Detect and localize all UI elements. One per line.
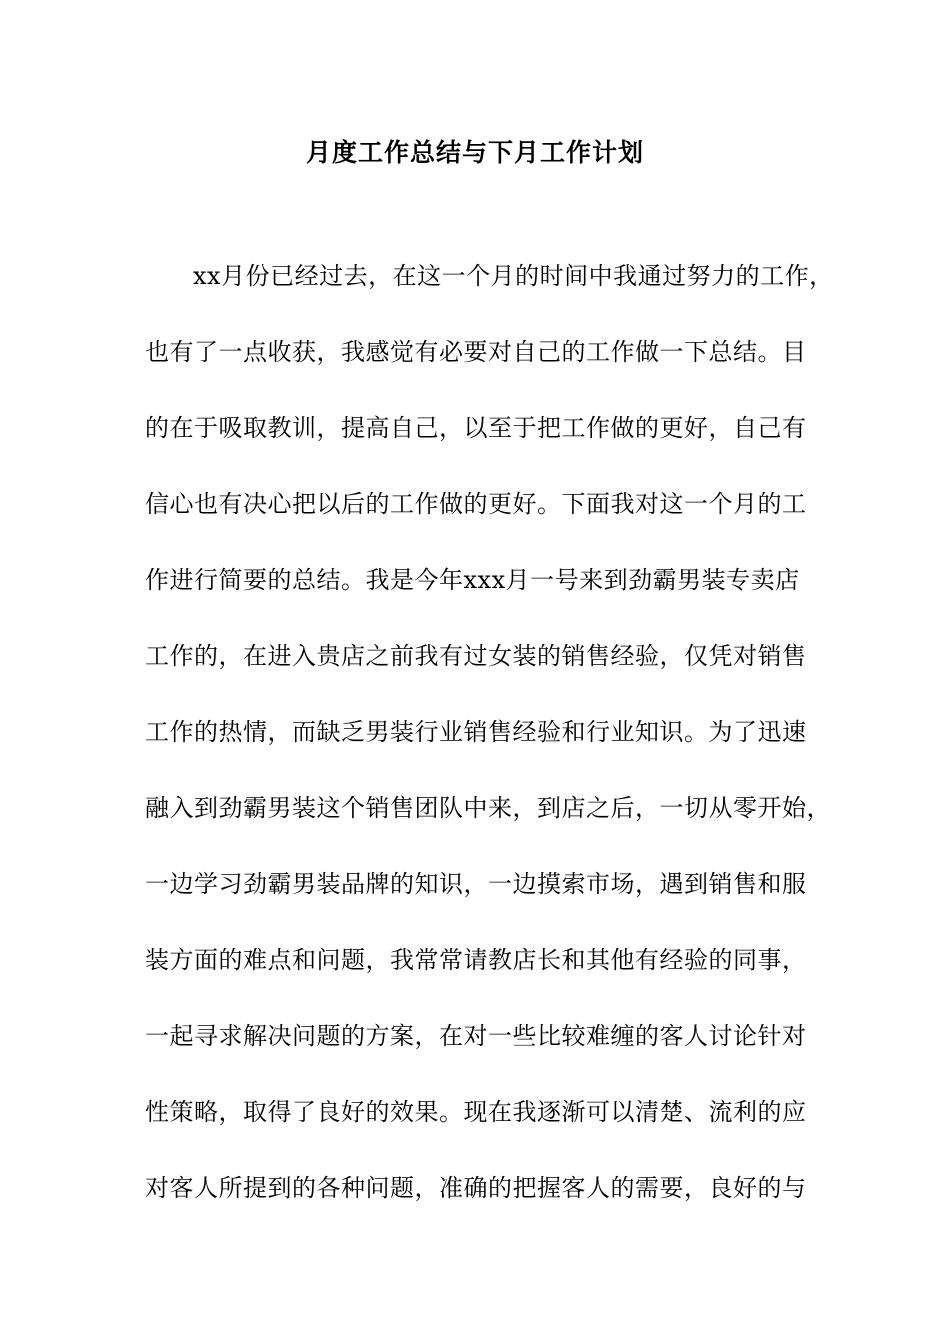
paragraph-line: 性策略，取得了良好的效果。现在我逐渐可以清楚、流利的应	[145, 1098, 807, 1126]
paragraph-line: 信心也有决心把以后的工作做的更好。下面我对这一个月的工	[145, 490, 807, 518]
paragraph-line: 作进行简要的总结。我是今年xxx月一号来到劲霸男装专卖店	[145, 566, 800, 594]
paragraph-line: 工作的热情，而缺乏男装行业销售经验和行业知识。为了迅速	[145, 718, 807, 746]
paragraph-line: 融入到劲霸男装这个销售团队中来，到店之后，一切从零开始，	[145, 794, 831, 822]
paragraph-line: xx月份已经过去，在这一个月的时间中我通过努力的工作，	[193, 262, 834, 290]
document-title: 月度工作总结与下月工作计划	[305, 138, 644, 167]
paragraph-line: 对客人所提到的各种问题，准确的把握客人的需要，良好的与	[145, 1174, 807, 1202]
document-body	[145, 258, 835, 1246]
paragraph-line: 也有了一点收获，我感觉有必要对自己的工作做一下总结。目	[145, 338, 807, 366]
paragraph-line: 工作的，在进入贵店之前我有过女装的销售经验，仅凭对销售	[145, 642, 807, 670]
paragraph-line: 一起寻求解决问题的方案，在对一些比较难缠的客人讨论针对	[145, 1022, 807, 1050]
paragraph-line: 一边学习劲霸男装品牌的知识，一边摸索市场，遇到销售和服	[145, 870, 807, 898]
paragraph-line: 装方面的难点和问题，我常常请教店长和其他有经验的同事，	[145, 946, 807, 974]
paragraph-line: 的在于吸取教训，提高自己，以至于把工作做的更好，自己有	[145, 414, 807, 442]
